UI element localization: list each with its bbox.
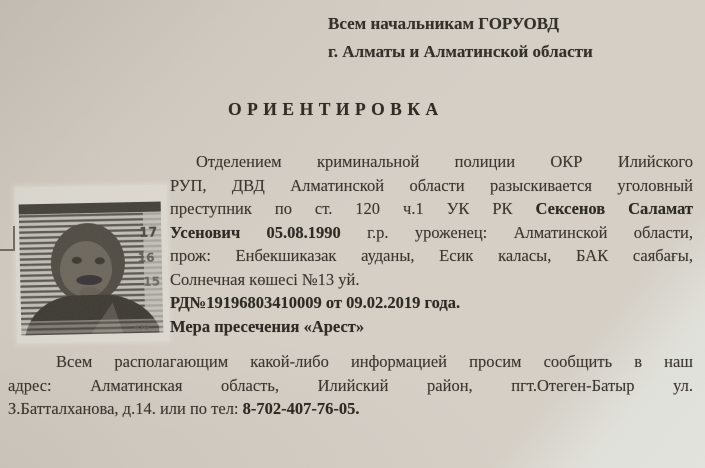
text-line: адрес: Алматинская область, Илийский район, пгт.Отеген-Батыр ул.	[8, 375, 693, 395]
text-line: преступник по ст. 120 ч.1 УК РК Сексенов Саламат	[170, 199, 694, 218]
photo-grain	[19, 202, 164, 336]
text-line: РУП, ДВД Алматинской области разыскивается уголовный	[170, 175, 693, 195]
mugshot-photo	[19, 202, 164, 336]
recipient-header	[328, 10, 593, 66]
text-line: Солнечная көшесі №13 уй.	[170, 269, 360, 289]
case-number-line: РД№19196803410009 от 09.02.2019 года.	[170, 293, 461, 312]
recipient-line: г. Алматы и Алматинской области	[328, 42, 593, 61]
suspect-name-dob: Усенович 05.08.1990	[170, 222, 341, 242]
text-line: прож: Енбекшиказак ауданы, Есик каласы, БАК саябағы,	[170, 246, 693, 265]
text-line: Усенович 05.08.1990 г.р. уроженец: Алматинской области,	[170, 222, 693, 242]
main-paragraph	[170, 150, 693, 338]
photo-corner-number: 470	[134, 323, 149, 333]
restraint-measure-line: Мера пресечения «Арест»	[170, 316, 365, 336]
photo-corner-bracket	[0, 226, 15, 251]
height-scale-number: 16	[137, 250, 155, 266]
document-title: ОРИЕНТИРОВКА	[228, 99, 444, 119]
text-line: Отделением криминальной полиции ОКР Илийского	[196, 152, 693, 171]
recipient-line: Всем начальникам ГОРУОВД	[328, 14, 560, 33]
phone-number: 8-702-407-76-05.	[242, 399, 360, 418]
text-line: З.Батталханова, д.14. или по тел: 8-702-407-76-05.	[8, 399, 360, 418]
height-scale-number: 15	[143, 274, 161, 289]
suspect-name: Сексенов Саламат	[535, 199, 694, 218]
text-line: Всем располагающим какой-либо информацией просим сообщить в наш	[56, 352, 693, 371]
contact-paragraph	[8, 350, 693, 421]
height-scale-number: 17	[139, 225, 158, 241]
